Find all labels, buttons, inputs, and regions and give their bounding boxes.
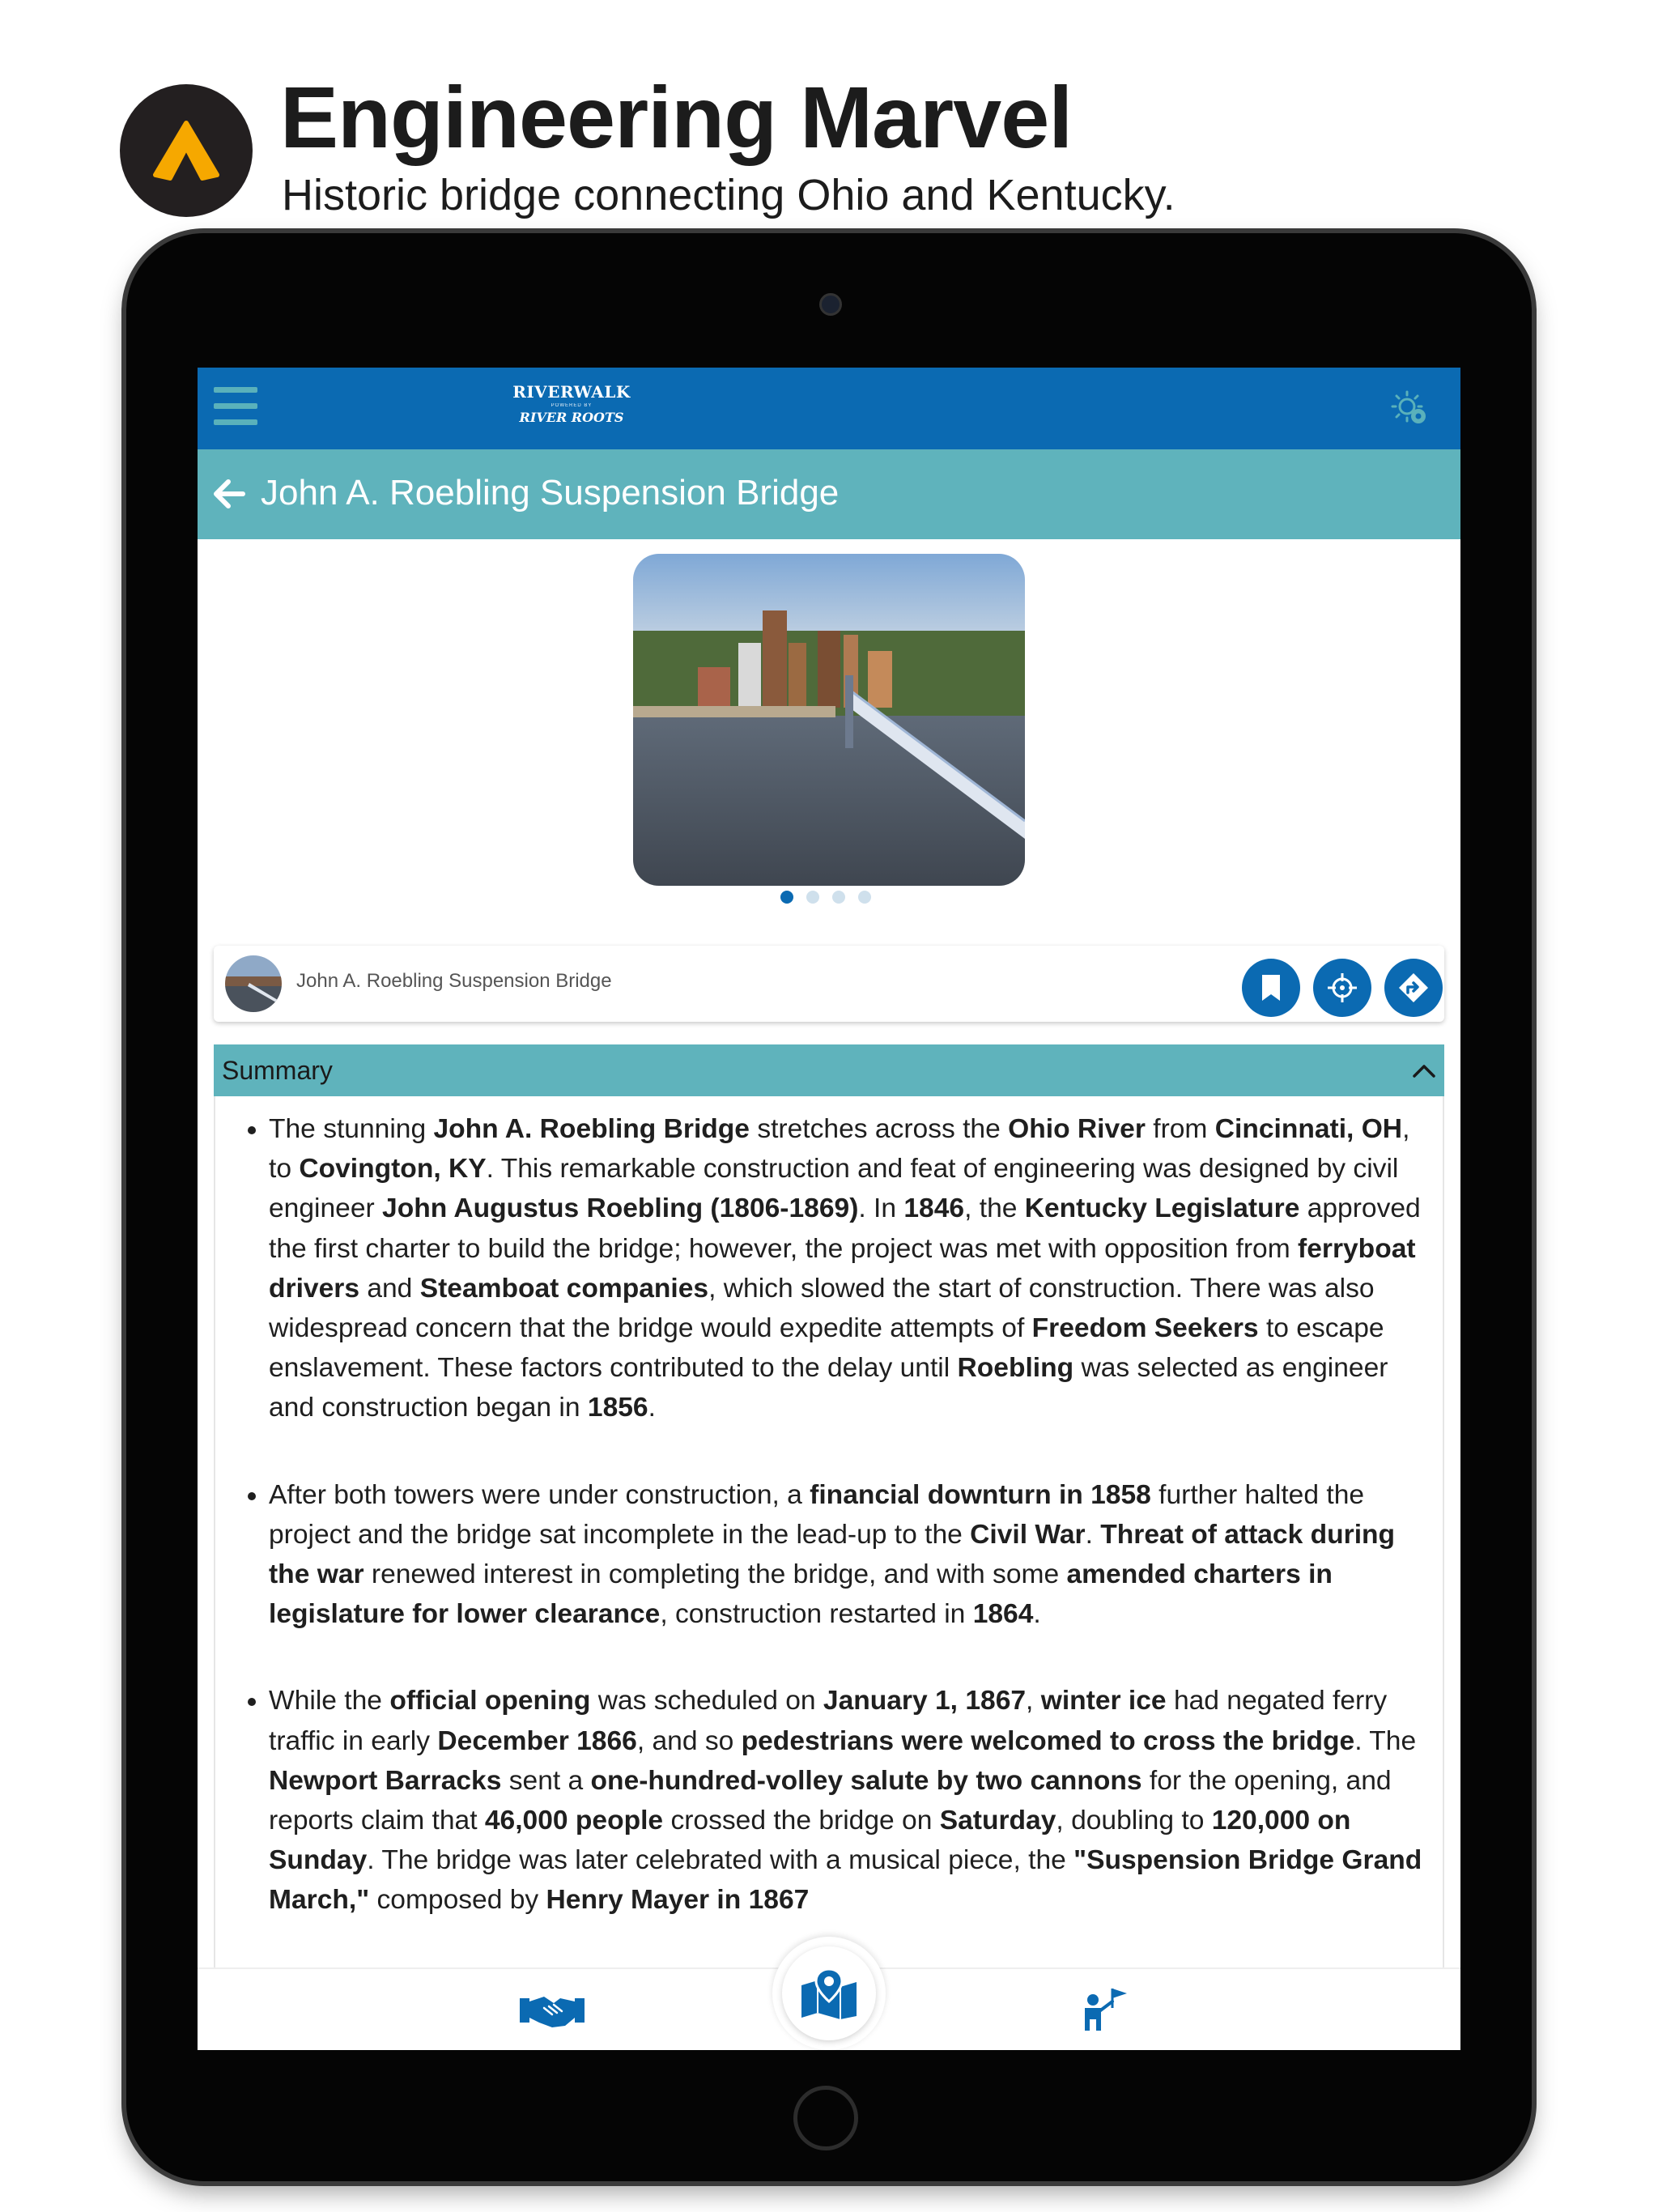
summary-bold-text: 46,000 people (484, 1806, 664, 1836)
summary-bold-text: 1864 (972, 1599, 1034, 1630)
camera (819, 293, 842, 316)
summary-bold-text: Covington, KY (299, 1154, 487, 1185)
summary-bold-text: one-hundred-volley salute by two cannons (590, 1765, 1142, 1796)
summary-text: . (648, 1393, 656, 1423)
summary-paragraph (269, 1681, 1423, 1920)
summary-bold-text: 1856 (587, 1393, 648, 1423)
summary-bold-text: January 1, 1867 (823, 1686, 1027, 1716)
brand-powered-by: POWERED BY (551, 403, 593, 408)
carousel-dot[interactable] (806, 891, 819, 904)
summary-bold-text: Freedom Seekers (1031, 1313, 1259, 1344)
summary-text: and (359, 1273, 420, 1304)
summary-bold-text: Ohio River (1008, 1114, 1146, 1144)
summary-text: , construction restarted in (660, 1599, 973, 1630)
tablet-frame (126, 233, 1532, 2181)
summary-bold-text: Kentucky Legislature (1024, 1193, 1300, 1224)
summary-bold-text: Cincinnati, OH (1214, 1114, 1403, 1144)
summary-text: , doubling to (1056, 1806, 1212, 1836)
summary-bold-text: pedestrians were welcomed to cross the bridge (741, 1725, 1355, 1756)
summary-text: The stunning (269, 1114, 434, 1144)
summary-bold-text: Civil War (970, 1519, 1086, 1550)
arrow-left-icon[interactable] (210, 475, 248, 513)
crosshair-locate-icon (1326, 972, 1358, 1004)
guide-flag-icon[interactable] (1078, 1984, 1130, 2035)
map-fab-button[interactable] (772, 1937, 886, 2050)
summary-bold-text: Henry Mayer in 1867 (546, 1885, 810, 1916)
summary-bold-text: ferryboat drivers (269, 1233, 1416, 1304)
summary-text: was scheduled on (590, 1686, 823, 1716)
map-pin-icon (800, 1967, 858, 2019)
summary-bold-text: official opening (389, 1686, 591, 1716)
summary-text: stretches across the (749, 1114, 1009, 1144)
summary-bold-text: 1846 (903, 1193, 965, 1224)
summary-bold-text: Threat of attack during the war (269, 1519, 1396, 1590)
summary-bold-text: "Suspension Bridge Grand March," (269, 1845, 1422, 1916)
summary-text: . (1085, 1519, 1101, 1550)
summary-text: . In (858, 1193, 904, 1224)
promo-subtitle: Historic bridge connecting Ohio and Kentucky. (282, 171, 1175, 219)
carousel-dots (780, 891, 871, 905)
summary-text: , (1026, 1686, 1041, 1716)
carousel-dot[interactable] (780, 891, 793, 904)
summary-text: for the opening, and reports claim that (269, 1765, 1392, 1836)
summary-text: . This remarkable construction and feat of engineering was designed by civil engineer (269, 1154, 1399, 1224)
summary-text: , the (964, 1193, 1025, 1224)
summary-text: sent a (501, 1765, 591, 1796)
summary-bold-text: financial downturn in 1858 (810, 1479, 1151, 1510)
summary-text: had negated ferry traffic in early (269, 1686, 1388, 1756)
summary-text: crossed the bridge on (663, 1806, 940, 1836)
brand-top: RIVERWALK (512, 382, 631, 402)
app-screen (198, 368, 1460, 2050)
summary-bold-text: 120,000 on Sunday (269, 1806, 1351, 1876)
summary-text: composed by (369, 1885, 546, 1916)
summary-list (215, 1096, 1443, 1921)
summary-paragraph (269, 1109, 1423, 1428)
summary-text: further halted the project and the bridge sat incomplete in the lead-up to the (269, 1479, 1365, 1550)
carousel-dot[interactable] (832, 891, 845, 904)
location-card (214, 946, 1444, 1022)
bookmark-button[interactable] (1242, 959, 1300, 1017)
brand-bottom: RIVER ROOTS (519, 410, 624, 425)
location-thumbnail (225, 955, 282, 1012)
summary-text: to escape enslavement. These factors contributed to the delay until (269, 1313, 1384, 1384)
carousel-dot[interactable] (858, 891, 871, 904)
handshake-icon[interactable] (520, 1990, 585, 2031)
summary-bold-text: winter ice (1040, 1686, 1167, 1716)
brightness-settings-icon[interactable] (1389, 387, 1431, 429)
carousel-image[interactable] (633, 554, 1025, 886)
summary-label: Summary (222, 1056, 333, 1085)
summary-bold-text: John Augustus Roebling (1806-1869) (382, 1193, 859, 1224)
summary-accordion-header[interactable] (214, 1044, 1444, 1096)
summary-text: , to (269, 1114, 1410, 1185)
hamburger-menu-icon[interactable] (214, 387, 257, 428)
summary-text: , and so (636, 1725, 742, 1756)
title-bar (198, 449, 1460, 539)
summary-bold-text: Newport Barracks (269, 1765, 502, 1796)
summary-bold-text: Saturday (939, 1806, 1056, 1836)
summary-text: While the (269, 1686, 390, 1716)
locate-button[interactable] (1313, 959, 1371, 1017)
summary-bold-text: December 1866 (437, 1725, 637, 1756)
summary-text: renewed interest in completing the bridge, and with some (363, 1559, 1067, 1590)
promo-title: Engineering Marvel (280, 68, 1073, 166)
map-fab-inner (782, 1946, 876, 2040)
brand-logo (510, 382, 633, 425)
summary-text: , which slowed the start of construction. There was also widespread concern that the bridge would expedite attempts of (269, 1273, 1375, 1344)
bookmark-icon (1259, 973, 1283, 1002)
summary-text: was selected as engineer and construction began in (269, 1353, 1388, 1423)
chevron-up-icon[interactable] (1410, 1057, 1438, 1085)
summary-body (214, 1096, 1444, 1984)
summary-text: approved the first charter to build the bridge; however, the project was met with opposition from (269, 1193, 1421, 1264)
summary-text: . (1033, 1599, 1041, 1630)
summary-paragraph (269, 1475, 1423, 1635)
app-logo (120, 84, 253, 217)
directions-icon (1397, 972, 1430, 1004)
summary-text: After both towers were under construction, a (269, 1479, 810, 1510)
summary-bold-text: Steamboat companies (419, 1273, 709, 1304)
summary-bold-text: John A. Roebling Bridge (433, 1114, 750, 1144)
summary-bold-text: Roebling (957, 1353, 1074, 1384)
home-button[interactable] (793, 2086, 858, 2150)
directions-button[interactable] (1384, 959, 1443, 1017)
summary-text: . The (1354, 1725, 1417, 1756)
location-name: John A. Roebling Suspension Bridge (296, 970, 612, 992)
summary-text: from (1145, 1114, 1215, 1144)
summary-bold-text: amended charters in legislature for lower clearance (269, 1559, 1333, 1630)
app-bar (198, 368, 1460, 449)
page-title: John A. Roebling Suspension Bridge (261, 473, 840, 513)
navigation-arrow-icon (149, 118, 223, 183)
summary-text: . The bridge was later celebrated with a musical piece, the (367, 1845, 1074, 1876)
